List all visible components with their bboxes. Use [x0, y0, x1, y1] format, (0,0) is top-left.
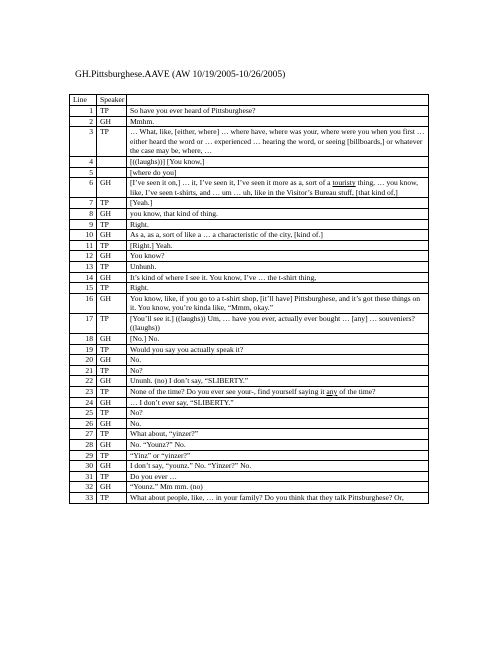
- line-number-cell: 17: [70, 313, 97, 333]
- speaker-cell: TP: [97, 471, 127, 482]
- table-row: [70, 313, 429, 333]
- line-number-cell: 5: [70, 167, 97, 178]
- speaker-cell: TP: [97, 106, 127, 117]
- table-row: [70, 178, 429, 198]
- table-row: [70, 251, 429, 262]
- table-row: [70, 387, 429, 398]
- line-number-cell: 24: [70, 397, 97, 408]
- table-row: [70, 106, 429, 117]
- speaker-cell: GH: [97, 461, 127, 472]
- speaker-cell: GH: [97, 440, 127, 451]
- speaker-cell: TP: [97, 429, 127, 440]
- transcript-rows: [70, 106, 429, 504]
- utterance-cell: [You’ll see it.] ((laughs)) Um, … have you ever, actually ever bought … [any] … souveniers? ((laughs)): [127, 313, 429, 333]
- line-number-cell: 2: [70, 116, 97, 127]
- transcript-table: [69, 94, 429, 504]
- line-number-cell: 25: [70, 408, 97, 419]
- line-number-cell: 32: [70, 482, 97, 493]
- line-number-cell: 18: [70, 334, 97, 345]
- table-row: [70, 471, 429, 482]
- line-number-cell: 27: [70, 429, 97, 440]
- table-row: [70, 116, 429, 127]
- speaker-cell: [97, 156, 127, 167]
- line-number-cell: 21: [70, 365, 97, 376]
- speaker-cell: [97, 167, 127, 178]
- speaker-cell: GH: [97, 178, 127, 198]
- speaker-cell: GH: [97, 482, 127, 493]
- speaker-cell: TP: [97, 344, 127, 355]
- speaker-cell: GH: [97, 376, 127, 387]
- speaker-cell: GH: [97, 230, 127, 241]
- speaker-cell: GH: [97, 418, 127, 429]
- utterance-cell: Mmhm.: [127, 116, 429, 127]
- speaker-header: Speaker: [97, 95, 127, 106]
- table-row: [70, 334, 429, 345]
- line-number-cell: 29: [70, 450, 97, 461]
- table-row: [70, 397, 429, 408]
- utterance-cell: As a, as a, sort of like a … a characteristic of the city, [kind of.]: [127, 230, 429, 241]
- line-number-cell: 31: [70, 471, 97, 482]
- line-number-cell: 8: [70, 208, 97, 219]
- table-row: [70, 198, 429, 209]
- line-number-cell: 20: [70, 355, 97, 366]
- speaker-cell: TP: [97, 387, 127, 398]
- utterance-cell: No. “Younz?” No.: [127, 440, 429, 451]
- table-header-row: [70, 95, 429, 106]
- speaker-cell: TP: [97, 313, 127, 333]
- line-number-cell: 16: [70, 293, 97, 313]
- line-number-cell: 11: [70, 240, 97, 251]
- speaker-cell: GH: [97, 293, 127, 313]
- table-row: [70, 219, 429, 230]
- speaker-cell: TP: [97, 198, 127, 209]
- utterance-cell: You know, like, if you go to a t-shirt shop, [it’ll have] Pittsburghese, and it’s got these things on it. You know, you’re kinda like, “Mmm, okay.”: [127, 293, 429, 313]
- utterance-cell: It’s kind of where I see it. You know, I’ve … the t-shirt thing,: [127, 272, 429, 283]
- speaker-cell: GH: [97, 272, 127, 283]
- line-header: Line: [70, 95, 97, 106]
- utterance-cell: I don’t say, “younz.” No. “Yinzer?” No.: [127, 461, 429, 472]
- utterance-cell: So have you ever heard of Pittsburghese?: [127, 106, 429, 117]
- line-number-cell: 9: [70, 219, 97, 230]
- line-number-cell: 7: [70, 198, 97, 209]
- speaker-cell: TP: [97, 408, 127, 419]
- utterance-cell: [No.] No.: [127, 334, 429, 345]
- speaker-cell: GH: [97, 251, 127, 262]
- utterance-cell: No?: [127, 365, 429, 376]
- table-row: [70, 418, 429, 429]
- utterance-cell: What about, “yinzer?”: [127, 429, 429, 440]
- utterance-cell: Ununh. (no) I don’t say, “SLIBERTY.”: [127, 376, 429, 387]
- table-row: [70, 355, 429, 366]
- line-number-cell: 14: [70, 272, 97, 283]
- utterance-cell: … What, like, [either, where] … where have, where was your, where were you when you first … either heard the word or … experienced … hearing the word, or seeing [billboards,] or whatever the case may be, where, …: [127, 127, 429, 157]
- table-row: [70, 450, 429, 461]
- speaker-cell: TP: [97, 450, 127, 461]
- utterance-cell: … I don’t ever say, “SLIBERTY.”: [127, 397, 429, 408]
- table-row: [70, 261, 429, 272]
- table-row: [70, 272, 429, 283]
- line-number-cell: 1: [70, 106, 97, 117]
- table-row: [70, 440, 429, 451]
- table-row: [70, 127, 429, 157]
- table-row: [70, 167, 429, 178]
- table-row: [70, 482, 429, 493]
- utterance-cell: [Yeah.]: [127, 198, 429, 209]
- utterance-cell: you know, that kind of thing.: [127, 208, 429, 219]
- line-number-cell: 22: [70, 376, 97, 387]
- table-row: [70, 230, 429, 241]
- line-number-cell: 4: [70, 156, 97, 167]
- utterance-cell: What about people, like, … in your family? Do you think that they talk Pittsburghese? Or,: [127, 492, 429, 503]
- speaker-cell: GH: [97, 355, 127, 366]
- table-row: [70, 429, 429, 440]
- utterance-cell: [((laughs))] [You know,]: [127, 156, 429, 167]
- utterance-cell: Right.: [127, 283, 429, 294]
- table-row: [70, 240, 429, 251]
- utterance-cell: You know?: [127, 251, 429, 262]
- table-row: [70, 376, 429, 387]
- table-row: [70, 283, 429, 294]
- table-row: [70, 156, 429, 167]
- speaker-cell: TP: [97, 219, 127, 230]
- table-row: [70, 408, 429, 419]
- speaker-cell: TP: [97, 365, 127, 376]
- line-number-cell: 15: [70, 283, 97, 294]
- utterance-cell: No.: [127, 355, 429, 366]
- utterance-header: [127, 95, 429, 106]
- speaker-cell: TP: [97, 492, 127, 503]
- line-number-cell: 30: [70, 461, 97, 472]
- speaker-cell: TP: [97, 240, 127, 251]
- table-row: [70, 365, 429, 376]
- line-number-cell: 28: [70, 440, 97, 451]
- table-row: [70, 461, 429, 472]
- document-title: GH.Pittsburghese.AAVE (AW 10/19/2005-10/26/2005): [75, 70, 286, 80]
- utterance-cell: [Right.] Yeah.: [127, 240, 429, 251]
- line-number-cell: 3: [70, 127, 97, 157]
- utterance-cell: “Younz.” Mm mm. (no): [127, 482, 429, 493]
- utterance-cell: Right.: [127, 219, 429, 230]
- line-number-cell: 33: [70, 492, 97, 503]
- table-row: [70, 208, 429, 219]
- line-number-cell: 23: [70, 387, 97, 398]
- utterance-cell: [I’ve seen it on,] … it, I’ve seen it, I’ve seen it more as a, sort of a touristy thing, … you know, like, I’ve seen t-shirts, and … um … uh, like in the Visitor’s Bureau stuff, [that kind of,]: [127, 178, 429, 198]
- utterance-cell: No?: [127, 408, 429, 419]
- table-row: [70, 492, 429, 503]
- table-row: [70, 293, 429, 313]
- speaker-cell: GH: [97, 334, 127, 345]
- speaker-cell: TP: [97, 127, 127, 157]
- utterance-cell: [where do you]: [127, 167, 429, 178]
- utterance-cell: Do you ever …: [127, 471, 429, 482]
- line-number-cell: 10: [70, 230, 97, 241]
- speaker-cell: GH: [97, 397, 127, 408]
- line-number-cell: 6: [70, 178, 97, 198]
- underlined-word: touristy: [332, 178, 356, 188]
- table-row: [70, 344, 429, 355]
- line-number-cell: 13: [70, 261, 97, 272]
- line-number-cell: 19: [70, 344, 97, 355]
- utterance-cell: No.: [127, 418, 429, 429]
- speaker-cell: TP: [97, 283, 127, 294]
- underlined-word: any: [326, 387, 338, 397]
- utterance-cell: Would you say you actually speak it?: [127, 344, 429, 355]
- utterance-cell: Unhunh.: [127, 261, 429, 272]
- speaker-cell: GH: [97, 116, 127, 127]
- utterance-cell: “Yinz” or “yinzer?”: [127, 450, 429, 461]
- line-number-cell: 12: [70, 251, 97, 262]
- line-number-cell: 26: [70, 418, 97, 429]
- utterance-cell: None of the time? Do you ever see your-, find yourself saying it any of the time?: [127, 387, 429, 398]
- speaker-cell: TP: [97, 261, 127, 272]
- speaker-cell: GH: [97, 208, 127, 219]
